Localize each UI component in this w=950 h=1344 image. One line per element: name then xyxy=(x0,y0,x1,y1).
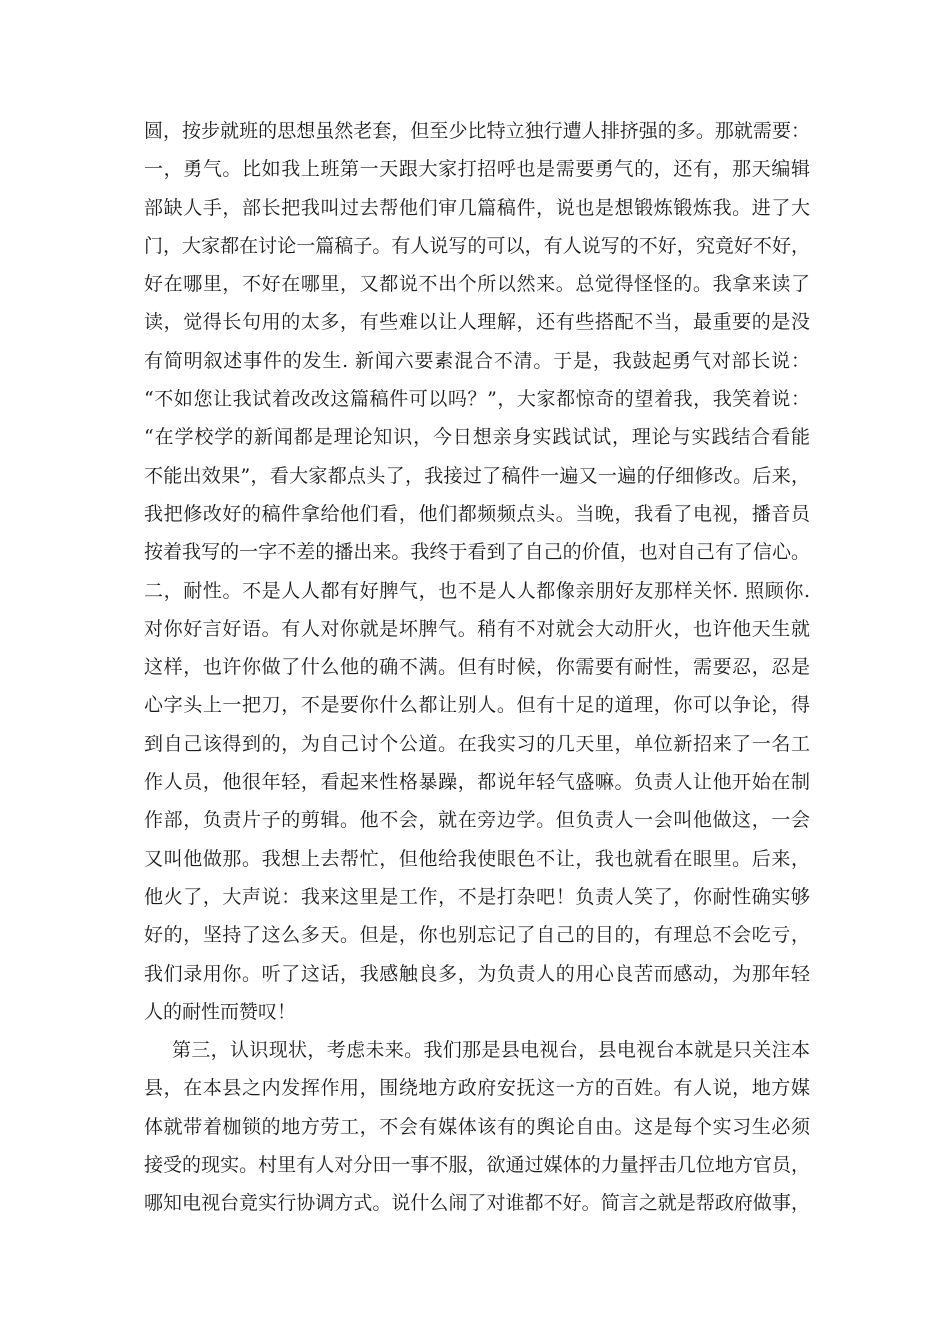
text-line: 县，在本县之内发挥作用，围绕地方政府安抚这一方的百姓。有人说，地方媒 xyxy=(144,1077,810,1100)
text-line: “在学校学的新闻都是理论知识，今日想亲身实践试试，理论与实践结合看能 xyxy=(144,426,810,449)
text-line: 他火了，大声说：我来这里是工作，不是打杂吧！负责人笑了，你耐性确实够 xyxy=(144,885,810,908)
text-line: 部缺人手，部长把我叫过去帮他们审几篇稿件，说也是想锻炼锻炼我。进了大 xyxy=(144,196,810,219)
text-line: 一，勇气。比如我上班第一天跟大家打招呼也是需要勇气的，还有，那天编辑 xyxy=(144,158,810,181)
text-line: 作部，负责片子的剪辑。他不会，就在旁边学。但负责人一会叫他做这，一会 xyxy=(144,809,810,832)
text-line: 哪知电视台竟实行协调方式。说什么闹了对谁都不好。简言之就是帮政府做事， xyxy=(144,1192,810,1215)
text-line: 接受的现实。村里有人对分田一事不服，欲通过媒体的力量抨击几位地方官员， xyxy=(144,1154,810,1177)
text-line: 有简明叙述事件的发生. 新闻六要素混合不清。于是，我鼓起勇气对部长说： xyxy=(144,349,810,372)
text-line: 体就带着枷锁的地方劳工，不会有媒体该有的舆论自由。这是每个实习生必须 xyxy=(144,1115,810,1138)
text-line: 不能出效果”，看大家都点头了，我接过了稿件一遍又一遍的仔细修改。后来， xyxy=(144,464,810,487)
text-line: 二，耐性。不是人人都有好脾气，也不是人人都像亲朋好友那样关怀. 照顾你. xyxy=(144,579,810,602)
text-line: 按着我写的一字不差的播出来。我终于看到了自己的价值，也对自己有了信心。 xyxy=(144,541,810,564)
text-line: 人的耐性而赞叹！ xyxy=(144,1000,297,1023)
text-line: 圆，按步就班的思想虽然老套，但至少比特立独行遭人排挤强的多。那就需要： xyxy=(144,120,810,142)
text-line: 对你好言好语。有人对你就是坏脾气。稍有不对就会大动肝火，也许他天生就 xyxy=(144,617,810,640)
text-line: 第三，认识现状，考虑未来。我们那是县电视台，县电视台本就是只关注本 xyxy=(172,1039,810,1062)
text-line: 好在哪里，不好在哪里，又都说不出个所以然来。总觉得怪怪的。我拿来读了 xyxy=(144,273,810,296)
text-line: 到自己该得到的，为自己讨个公道。在我实习的几天里，单位新招来了一名工 xyxy=(144,732,810,755)
text-line: “不如您让我试着改改这篇稿件可以吗？”，大家都惊奇的望着我，我笑着说： xyxy=(144,388,810,411)
body-text xyxy=(144,112,810,1223)
text-line: 又叫他做那。我想上去帮忙，但他给我使眼色不让，我也就看在眼里。后来， xyxy=(144,847,810,870)
text-line: 门，大家都在讨论一篇稿子。有人说写的可以，有人说写的不好，究竟好不好， xyxy=(144,234,810,257)
text-line: 好的，坚持了这么多天。但是，你也别忘记了自己的目的，有理总不会吃亏， xyxy=(144,924,810,947)
text-line: 我把修改好的稿件拿给他们看，他们都频频点头。当晚，我看了电视，播音员 xyxy=(144,502,810,525)
text-line: 读，觉得长句用的太多，有些难以让人理解，还有些搭配不当，最重要的是没 xyxy=(144,311,810,334)
text-line: 心字头上一把刀，不是要你什么都让别人。但有十足的道理，你可以争论，得 xyxy=(144,694,810,717)
text-line: 这样，也许你做了什么他的确不满。但有时候，你需要有耐性，需要忍，忍是 xyxy=(144,656,810,679)
text-line: 作人员，他很年轻，看起来性格暴躁，都说年轻气盛嘛。负责人让他开始在制 xyxy=(144,771,810,794)
text-line: 我们录用你。听了这话，我感触良多，为负责人的用心良苦而感动，为那年轻 xyxy=(144,962,810,985)
